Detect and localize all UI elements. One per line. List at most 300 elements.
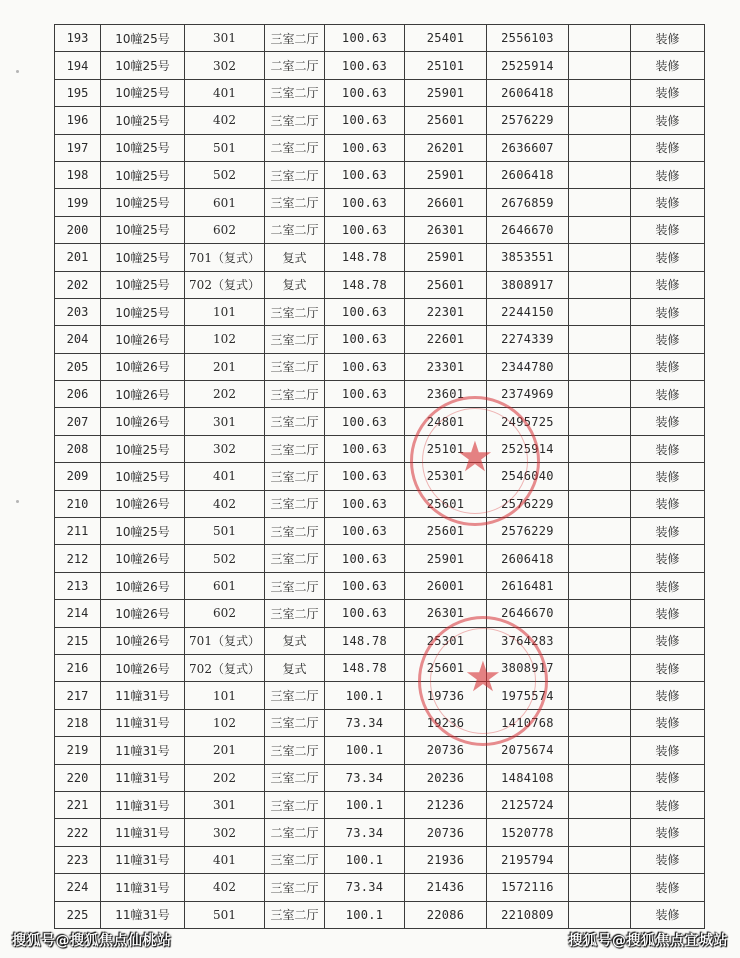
row-number-cell: 215 — [55, 627, 101, 654]
seal-star-icon: ★ — [456, 432, 494, 481]
unit-cell: 302 — [185, 819, 265, 846]
row-number-cell: 197 — [55, 134, 101, 161]
total-price-cell: 2606418 — [487, 545, 569, 572]
total-price-cell: 2344780 — [487, 353, 569, 380]
unit-cell: 202 — [185, 381, 265, 408]
layout-type-cell: 三室二厅 — [265, 161, 325, 188]
unit-price-cell: 26301 — [405, 600, 487, 627]
area-cell: 100.63 — [325, 353, 405, 380]
table-row — [55, 682, 705, 709]
layout-type-cell: 二室二厅 — [265, 216, 325, 243]
note-cell: 装修 — [631, 107, 705, 134]
blank-cell — [569, 463, 631, 490]
total-price-cell: 2244150 — [487, 298, 569, 325]
table-row — [55, 545, 705, 572]
row-number-cell: 222 — [55, 819, 101, 846]
unit-price-cell: 21236 — [405, 791, 487, 818]
building-cell: 10幢25号 — [101, 79, 185, 106]
note-cell: 装修 — [631, 298, 705, 325]
row-number-cell: 209 — [55, 463, 101, 490]
table-row — [55, 572, 705, 599]
area-cell: 100.63 — [325, 52, 405, 79]
building-cell: 10幢25号 — [101, 463, 185, 490]
blank-cell — [569, 353, 631, 380]
total-price-cell: 2676859 — [487, 189, 569, 216]
building-cell: 10幢25号 — [101, 518, 185, 545]
layout-type-cell: 三室二厅 — [265, 846, 325, 873]
area-cell: 100.1 — [325, 901, 405, 928]
table-row — [55, 271, 705, 298]
note-cell: 装修 — [631, 25, 705, 52]
row-number-cell: 201 — [55, 244, 101, 271]
area-cell: 100.63 — [325, 161, 405, 188]
watermark-left: 搜狐号@搜狐焦点仙桃站 — [12, 933, 172, 949]
table-row — [55, 161, 705, 188]
note-cell: 装修 — [631, 600, 705, 627]
row-number-cell: 218 — [55, 709, 101, 736]
unit-cell: 402 — [185, 107, 265, 134]
total-price-cell: 3764283 — [487, 627, 569, 654]
building-cell: 10幢25号 — [101, 216, 185, 243]
watermark-right: 搜狐号@搜狐焦点宜城站 — [568, 933, 728, 949]
building-cell: 10幢26号 — [101, 627, 185, 654]
total-price-cell: 2546040 — [487, 463, 569, 490]
layout-type-cell: 三室二厅 — [265, 682, 325, 709]
building-cell: 11幢31号 — [101, 764, 185, 791]
note-cell: 装修 — [631, 819, 705, 846]
note-cell: 装修 — [631, 572, 705, 599]
area-cell: 73.34 — [325, 764, 405, 791]
area-cell: 100.1 — [325, 791, 405, 818]
layout-type-cell: 复式 — [265, 244, 325, 271]
blank-cell — [569, 737, 631, 764]
layout-type-cell: 三室二厅 — [265, 901, 325, 928]
row-number-cell: 207 — [55, 408, 101, 435]
unit-cell: 702（复式） — [185, 271, 265, 298]
blank-cell — [569, 709, 631, 736]
area-cell: 100.63 — [325, 435, 405, 462]
unit-cell: 202 — [185, 764, 265, 791]
blank-cell — [569, 874, 631, 901]
table-row — [55, 52, 705, 79]
unit-price-cell: 25901 — [405, 79, 487, 106]
unit-price-cell: 26001 — [405, 572, 487, 599]
note-cell: 装修 — [631, 874, 705, 901]
layout-type-cell: 三室二厅 — [265, 791, 325, 818]
table-row — [55, 216, 705, 243]
row-number-cell: 198 — [55, 161, 101, 188]
row-number-cell: 202 — [55, 271, 101, 298]
total-price-cell: 2646670 — [487, 216, 569, 243]
blank-cell — [569, 518, 631, 545]
unit-price-cell: 25901 — [405, 545, 487, 572]
total-price-cell: 2125724 — [487, 791, 569, 818]
total-price-cell: 2576229 — [487, 518, 569, 545]
unit-price-cell: 25301 — [405, 463, 487, 490]
unit-cell: 401 — [185, 846, 265, 873]
table-row — [55, 874, 705, 901]
table-row — [55, 107, 705, 134]
note-cell: 装修 — [631, 682, 705, 709]
row-number-cell: 220 — [55, 764, 101, 791]
table-row — [55, 353, 705, 380]
unit-price-cell: 25601 — [405, 271, 487, 298]
unit-price-cell: 19236 — [405, 709, 487, 736]
building-cell: 11幢31号 — [101, 737, 185, 764]
building-cell: 10幢25号 — [101, 52, 185, 79]
total-price-cell: 2606418 — [487, 79, 569, 106]
total-price-cell: 2616481 — [487, 572, 569, 599]
blank-cell — [569, 572, 631, 599]
layout-type-cell: 复式 — [265, 627, 325, 654]
building-cell: 10幢25号 — [101, 298, 185, 325]
row-number-cell: 212 — [55, 545, 101, 572]
table-row — [55, 819, 705, 846]
building-cell: 11幢31号 — [101, 791, 185, 818]
note-cell: 装修 — [631, 627, 705, 654]
total-price-cell: 2576229 — [487, 490, 569, 517]
note-cell: 装修 — [631, 545, 705, 572]
unit-price-cell: 25101 — [405, 435, 487, 462]
area-cell: 148.78 — [325, 271, 405, 298]
table-row — [55, 244, 705, 271]
area-cell: 100.63 — [325, 25, 405, 52]
unit-cell: 702（复式） — [185, 654, 265, 681]
building-cell: 10幢26号 — [101, 381, 185, 408]
total-price-cell: 3808917 — [487, 654, 569, 681]
unit-cell: 602 — [185, 216, 265, 243]
table-row — [55, 326, 705, 353]
row-number-cell: 223 — [55, 846, 101, 873]
unit-price-cell: 25401 — [405, 25, 487, 52]
row-number-cell: 205 — [55, 353, 101, 380]
layout-type-cell: 复式 — [265, 654, 325, 681]
area-cell: 73.34 — [325, 709, 405, 736]
layout-type-cell: 三室二厅 — [265, 107, 325, 134]
note-cell: 装修 — [631, 408, 705, 435]
table-row — [55, 408, 705, 435]
layout-type-cell: 二室二厅 — [265, 819, 325, 846]
table-row — [55, 627, 705, 654]
unit-cell: 501 — [185, 134, 265, 161]
row-number-cell: 206 — [55, 381, 101, 408]
note-cell: 装修 — [631, 654, 705, 681]
row-number-cell: 221 — [55, 791, 101, 818]
building-cell: 10幢25号 — [101, 25, 185, 52]
blank-cell — [569, 161, 631, 188]
unit-cell: 301 — [185, 791, 265, 818]
note-cell: 装修 — [631, 518, 705, 545]
unit-cell: 601 — [185, 572, 265, 599]
blank-cell — [569, 791, 631, 818]
row-number-cell: 203 — [55, 298, 101, 325]
total-price-cell: 1484108 — [487, 764, 569, 791]
layout-type-cell: 三室二厅 — [265, 298, 325, 325]
area-cell: 148.78 — [325, 654, 405, 681]
blank-cell — [569, 819, 631, 846]
layout-type-cell: 三室二厅 — [265, 737, 325, 764]
building-cell: 11幢31号 — [101, 709, 185, 736]
building-cell: 10幢25号 — [101, 107, 185, 134]
unit-cell: 302 — [185, 52, 265, 79]
building-cell: 11幢31号 — [101, 901, 185, 928]
row-number-cell: 194 — [55, 52, 101, 79]
row-number-cell: 216 — [55, 654, 101, 681]
note-cell: 装修 — [631, 901, 705, 928]
blank-cell — [569, 682, 631, 709]
area-cell: 148.78 — [325, 244, 405, 271]
table-row — [55, 518, 705, 545]
blank-cell — [569, 189, 631, 216]
table-row — [55, 79, 705, 106]
blank-cell — [569, 846, 631, 873]
blank-cell — [569, 545, 631, 572]
unit-price-cell: 21936 — [405, 846, 487, 873]
area-cell: 100.63 — [325, 326, 405, 353]
row-number-cell: 217 — [55, 682, 101, 709]
unit-cell: 602 — [185, 600, 265, 627]
row-number-cell: 195 — [55, 79, 101, 106]
area-cell: 100.63 — [325, 600, 405, 627]
note-cell: 装修 — [631, 353, 705, 380]
unit-cell: 402 — [185, 490, 265, 517]
table-row — [55, 463, 705, 490]
table-row — [55, 600, 705, 627]
area-cell: 100.63 — [325, 545, 405, 572]
total-price-cell: 3853551 — [487, 244, 569, 271]
total-price-cell: 1520778 — [487, 819, 569, 846]
building-cell: 10幢26号 — [101, 600, 185, 627]
scan-speck — [16, 70, 19, 73]
total-price-cell: 2576229 — [487, 107, 569, 134]
table-body — [55, 25, 705, 929]
building-cell: 11幢31号 — [101, 874, 185, 901]
unit-price-cell: 26601 — [405, 189, 487, 216]
area-cell: 100.63 — [325, 216, 405, 243]
area-cell: 100.63 — [325, 490, 405, 517]
unit-price-cell: 19736 — [405, 682, 487, 709]
unit-cell: 401 — [185, 463, 265, 490]
area-cell: 100.1 — [325, 846, 405, 873]
unit-price-cell: 25101 — [405, 52, 487, 79]
building-cell: 11幢31号 — [101, 846, 185, 873]
table-row — [55, 737, 705, 764]
row-number-cell: 200 — [55, 216, 101, 243]
unit-cell: 301 — [185, 408, 265, 435]
layout-type-cell: 三室二厅 — [265, 435, 325, 462]
blank-cell — [569, 107, 631, 134]
layout-type-cell: 三室二厅 — [265, 326, 325, 353]
total-price-cell: 1975574 — [487, 682, 569, 709]
total-price-cell: 2646670 — [487, 600, 569, 627]
building-cell: 10幢26号 — [101, 490, 185, 517]
unit-cell: 201 — [185, 353, 265, 380]
blank-cell — [569, 326, 631, 353]
blank-cell — [569, 52, 631, 79]
area-cell: 100.1 — [325, 682, 405, 709]
blank-cell — [569, 216, 631, 243]
unit-cell: 701（复式） — [185, 244, 265, 271]
building-cell: 10幢25号 — [101, 435, 185, 462]
table-row — [55, 298, 705, 325]
row-number-cell: 210 — [55, 490, 101, 517]
table-row — [55, 791, 705, 818]
note-cell: 装修 — [631, 463, 705, 490]
unit-price-cell: 20736 — [405, 819, 487, 846]
building-cell: 10幢26号 — [101, 572, 185, 599]
blank-cell — [569, 654, 631, 681]
unit-cell: 302 — [185, 435, 265, 462]
unit-cell: 501 — [185, 901, 265, 928]
unit-price-cell: 25901 — [405, 244, 487, 271]
unit-cell: 101 — [185, 298, 265, 325]
row-number-cell: 199 — [55, 189, 101, 216]
total-price-cell: 2495725 — [487, 408, 569, 435]
unit-price-cell: 25601 — [405, 654, 487, 681]
note-cell: 装修 — [631, 381, 705, 408]
note-cell: 装修 — [631, 134, 705, 161]
layout-type-cell: 三室二厅 — [265, 518, 325, 545]
blank-cell — [569, 79, 631, 106]
blank-cell — [569, 435, 631, 462]
layout-type-cell: 三室二厅 — [265, 490, 325, 517]
blank-cell — [569, 271, 631, 298]
note-cell: 装修 — [631, 846, 705, 873]
layout-type-cell: 三室二厅 — [265, 408, 325, 435]
row-number-cell: 193 — [55, 25, 101, 52]
building-cell: 10幢26号 — [101, 353, 185, 380]
total-price-cell: 3808917 — [487, 271, 569, 298]
building-cell: 10幢25号 — [101, 189, 185, 216]
building-cell: 10幢26号 — [101, 408, 185, 435]
unit-price-cell: 25601 — [405, 490, 487, 517]
area-cell: 100.63 — [325, 134, 405, 161]
total-price-cell: 1410768 — [487, 709, 569, 736]
note-cell: 装修 — [631, 709, 705, 736]
total-price-cell: 2210809 — [487, 901, 569, 928]
table-row — [55, 134, 705, 161]
building-cell: 11幢31号 — [101, 682, 185, 709]
unit-price-cell: 20736 — [405, 737, 487, 764]
layout-type-cell: 三室二厅 — [265, 353, 325, 380]
area-cell: 100.63 — [325, 298, 405, 325]
row-number-cell: 224 — [55, 874, 101, 901]
unit-price-cell: 25601 — [405, 518, 487, 545]
note-cell: 装修 — [631, 737, 705, 764]
unit-cell: 601 — [185, 189, 265, 216]
building-cell: 10幢25号 — [101, 271, 185, 298]
unit-price-cell: 23601 — [405, 381, 487, 408]
unit-cell: 101 — [185, 682, 265, 709]
area-cell: 100.63 — [325, 572, 405, 599]
seal-star-icon: ★ — [464, 652, 502, 701]
note-cell: 装修 — [631, 490, 705, 517]
table-row — [55, 709, 705, 736]
building-cell: 10幢26号 — [101, 545, 185, 572]
area-cell: 100.63 — [325, 107, 405, 134]
building-cell: 10幢26号 — [101, 326, 185, 353]
area-cell: 100.63 — [325, 189, 405, 216]
layout-type-cell: 三室二厅 — [265, 189, 325, 216]
unit-price-cell: 25301 — [405, 627, 487, 654]
blank-cell — [569, 627, 631, 654]
total-price-cell: 2606418 — [487, 161, 569, 188]
note-cell: 装修 — [631, 216, 705, 243]
total-price-cell: 2525914 — [487, 52, 569, 79]
blank-cell — [569, 381, 631, 408]
unit-cell: 501 — [185, 518, 265, 545]
total-price-cell: 2636607 — [487, 134, 569, 161]
building-cell: 10幢25号 — [101, 244, 185, 271]
area-cell: 100.63 — [325, 408, 405, 435]
table-row — [55, 654, 705, 681]
table-row — [55, 189, 705, 216]
total-price-cell: 2075674 — [487, 737, 569, 764]
unit-cell: 502 — [185, 161, 265, 188]
layout-type-cell: 三室二厅 — [265, 381, 325, 408]
unit-price-cell: 26201 — [405, 134, 487, 161]
building-cell: 11幢31号 — [101, 819, 185, 846]
unit-price-cell: 22601 — [405, 326, 487, 353]
unit-price-cell: 25901 — [405, 161, 487, 188]
area-cell: 73.34 — [325, 819, 405, 846]
area-cell: 73.34 — [325, 874, 405, 901]
area-cell: 100.63 — [325, 518, 405, 545]
unit-cell: 301 — [185, 25, 265, 52]
note-cell: 装修 — [631, 161, 705, 188]
layout-type-cell: 三室二厅 — [265, 463, 325, 490]
total-price-cell: 2556103 — [487, 25, 569, 52]
total-price-cell: 2274339 — [487, 326, 569, 353]
building-cell: 10幢25号 — [101, 134, 185, 161]
note-cell: 装修 — [631, 189, 705, 216]
note-cell: 装修 — [631, 435, 705, 462]
total-price-cell: 2195794 — [487, 846, 569, 873]
blank-cell — [569, 298, 631, 325]
blank-cell — [569, 244, 631, 271]
unit-price-cell: 20236 — [405, 764, 487, 791]
row-number-cell: 208 — [55, 435, 101, 462]
note-cell: 装修 — [631, 244, 705, 271]
unit-cell: 401 — [185, 79, 265, 106]
unit-price-cell: 26301 — [405, 216, 487, 243]
blank-cell — [569, 600, 631, 627]
price-list-table — [54, 24, 705, 929]
blank-cell — [569, 134, 631, 161]
blank-cell — [569, 764, 631, 791]
unit-price-cell: 25601 — [405, 107, 487, 134]
total-price-cell: 2374969 — [487, 381, 569, 408]
note-cell: 装修 — [631, 52, 705, 79]
area-cell: 148.78 — [325, 627, 405, 654]
table-row — [55, 381, 705, 408]
area-cell: 100.1 — [325, 737, 405, 764]
row-number-cell: 214 — [55, 600, 101, 627]
area-cell: 100.63 — [325, 463, 405, 490]
area-cell: 100.63 — [325, 79, 405, 106]
layout-type-cell: 二室二厅 — [265, 52, 325, 79]
row-number-cell: 196 — [55, 107, 101, 134]
unit-price-cell: 21436 — [405, 874, 487, 901]
unit-cell: 502 — [185, 545, 265, 572]
layout-type-cell: 三室二厅 — [265, 79, 325, 106]
table-row — [55, 764, 705, 791]
area-cell: 100.63 — [325, 381, 405, 408]
layout-type-cell: 三室二厅 — [265, 600, 325, 627]
unit-cell: 102 — [185, 326, 265, 353]
layout-type-cell: 三室二厅 — [265, 572, 325, 599]
layout-type-cell: 复式 — [265, 271, 325, 298]
